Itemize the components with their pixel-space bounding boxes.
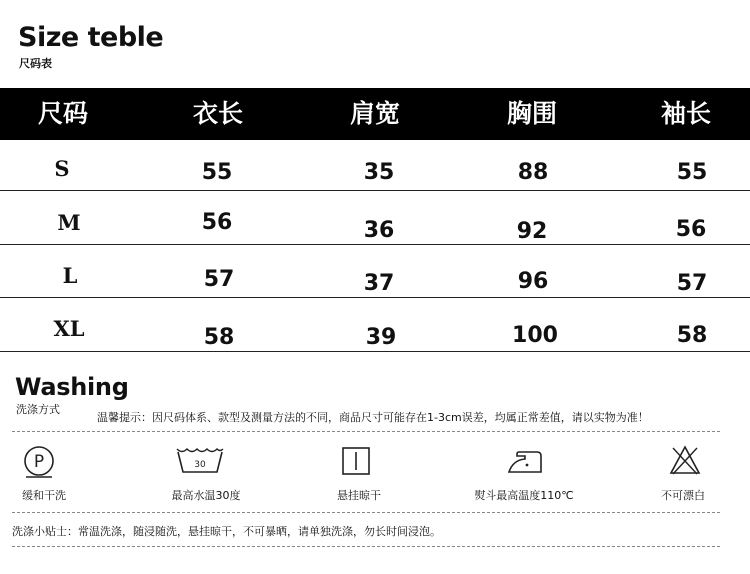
care-label-dry-clean: 缓和干洗: [22, 489, 66, 502]
size-cell: XL: [53, 316, 85, 341]
dashed-divider: [12, 512, 720, 513]
column-header-chest: 胸围: [506, 99, 557, 128]
length-cell: 55: [201, 160, 233, 185]
dashed-divider: [12, 546, 720, 547]
column-header-shoulder: 肩宽: [349, 99, 400, 128]
svg-text:30: 30: [194, 460, 206, 470]
size-cell: S: [54, 156, 70, 181]
washing-subtitle: 洗涤方式: [16, 403, 60, 416]
length-cell: 58: [203, 325, 235, 350]
row-divider: [0, 351, 750, 352]
sleeve-cell: 55: [676, 160, 708, 185]
chest-cell: 88: [517, 160, 549, 185]
shoulder-cell: 35: [363, 160, 395, 185]
row-divider: [0, 297, 750, 298]
care-label-no-bleach: 不可漂白: [661, 489, 705, 502]
row-divider: [0, 190, 750, 191]
shoulder-cell: 39: [365, 325, 397, 350]
chest-cell: 100: [512, 323, 558, 348]
chest-cell: 96: [517, 269, 549, 294]
washing-title: Washing: [15, 373, 129, 401]
iron-icon: [505, 448, 545, 476]
sleeve-cell: 56: [675, 217, 707, 242]
chest-cell: 92: [516, 219, 548, 244]
size-tip: 温馨提示：因尺码体系、款型及测量方法的不同，商品尺寸可能存在1-3cm误差，均属正常差值，请以实物为准！: [97, 411, 649, 424]
size-table-subtitle: 尺码表: [19, 57, 52, 70]
dashed-divider: [12, 431, 720, 432]
washing-note: 洗涤小贴士：常温洗涤，随浸随洗，悬挂晾干，不可暴晒，请单独洗涤，勿长时间浸泡。: [12, 525, 441, 538]
column-header-sleeve: 袖长: [660, 99, 711, 128]
length-cell: 57: [203, 267, 235, 292]
gentle-dry-clean-icon: [22, 444, 56, 478]
hang-dry-icon: [341, 446, 371, 476]
column-header-size: 尺码: [37, 99, 88, 128]
svg-text:P: P: [33, 452, 45, 472]
do-not-bleach-icon: [668, 444, 702, 476]
size-table-title: Size teble: [18, 22, 164, 53]
wash-tub-30-icon: [175, 446, 225, 474]
shoulder-cell: 37: [363, 271, 395, 296]
column-header-length: 衣长: [192, 99, 243, 128]
row-divider: [0, 244, 750, 245]
care-label-water-temp: 最高水温30度: [171, 489, 241, 502]
care-label-iron: 熨斗最高温度110℃: [474, 489, 574, 502]
size-cell: M: [57, 210, 81, 235]
sleeve-cell: 58: [676, 323, 708, 348]
shoulder-cell: 36: [363, 218, 395, 243]
length-cell: 56: [201, 210, 233, 235]
sleeve-cell: 57: [676, 271, 708, 296]
size-cell: L: [62, 263, 78, 288]
care-label-hang-dry: 悬挂晾干: [337, 489, 381, 502]
size-table-header: [0, 88, 750, 140]
